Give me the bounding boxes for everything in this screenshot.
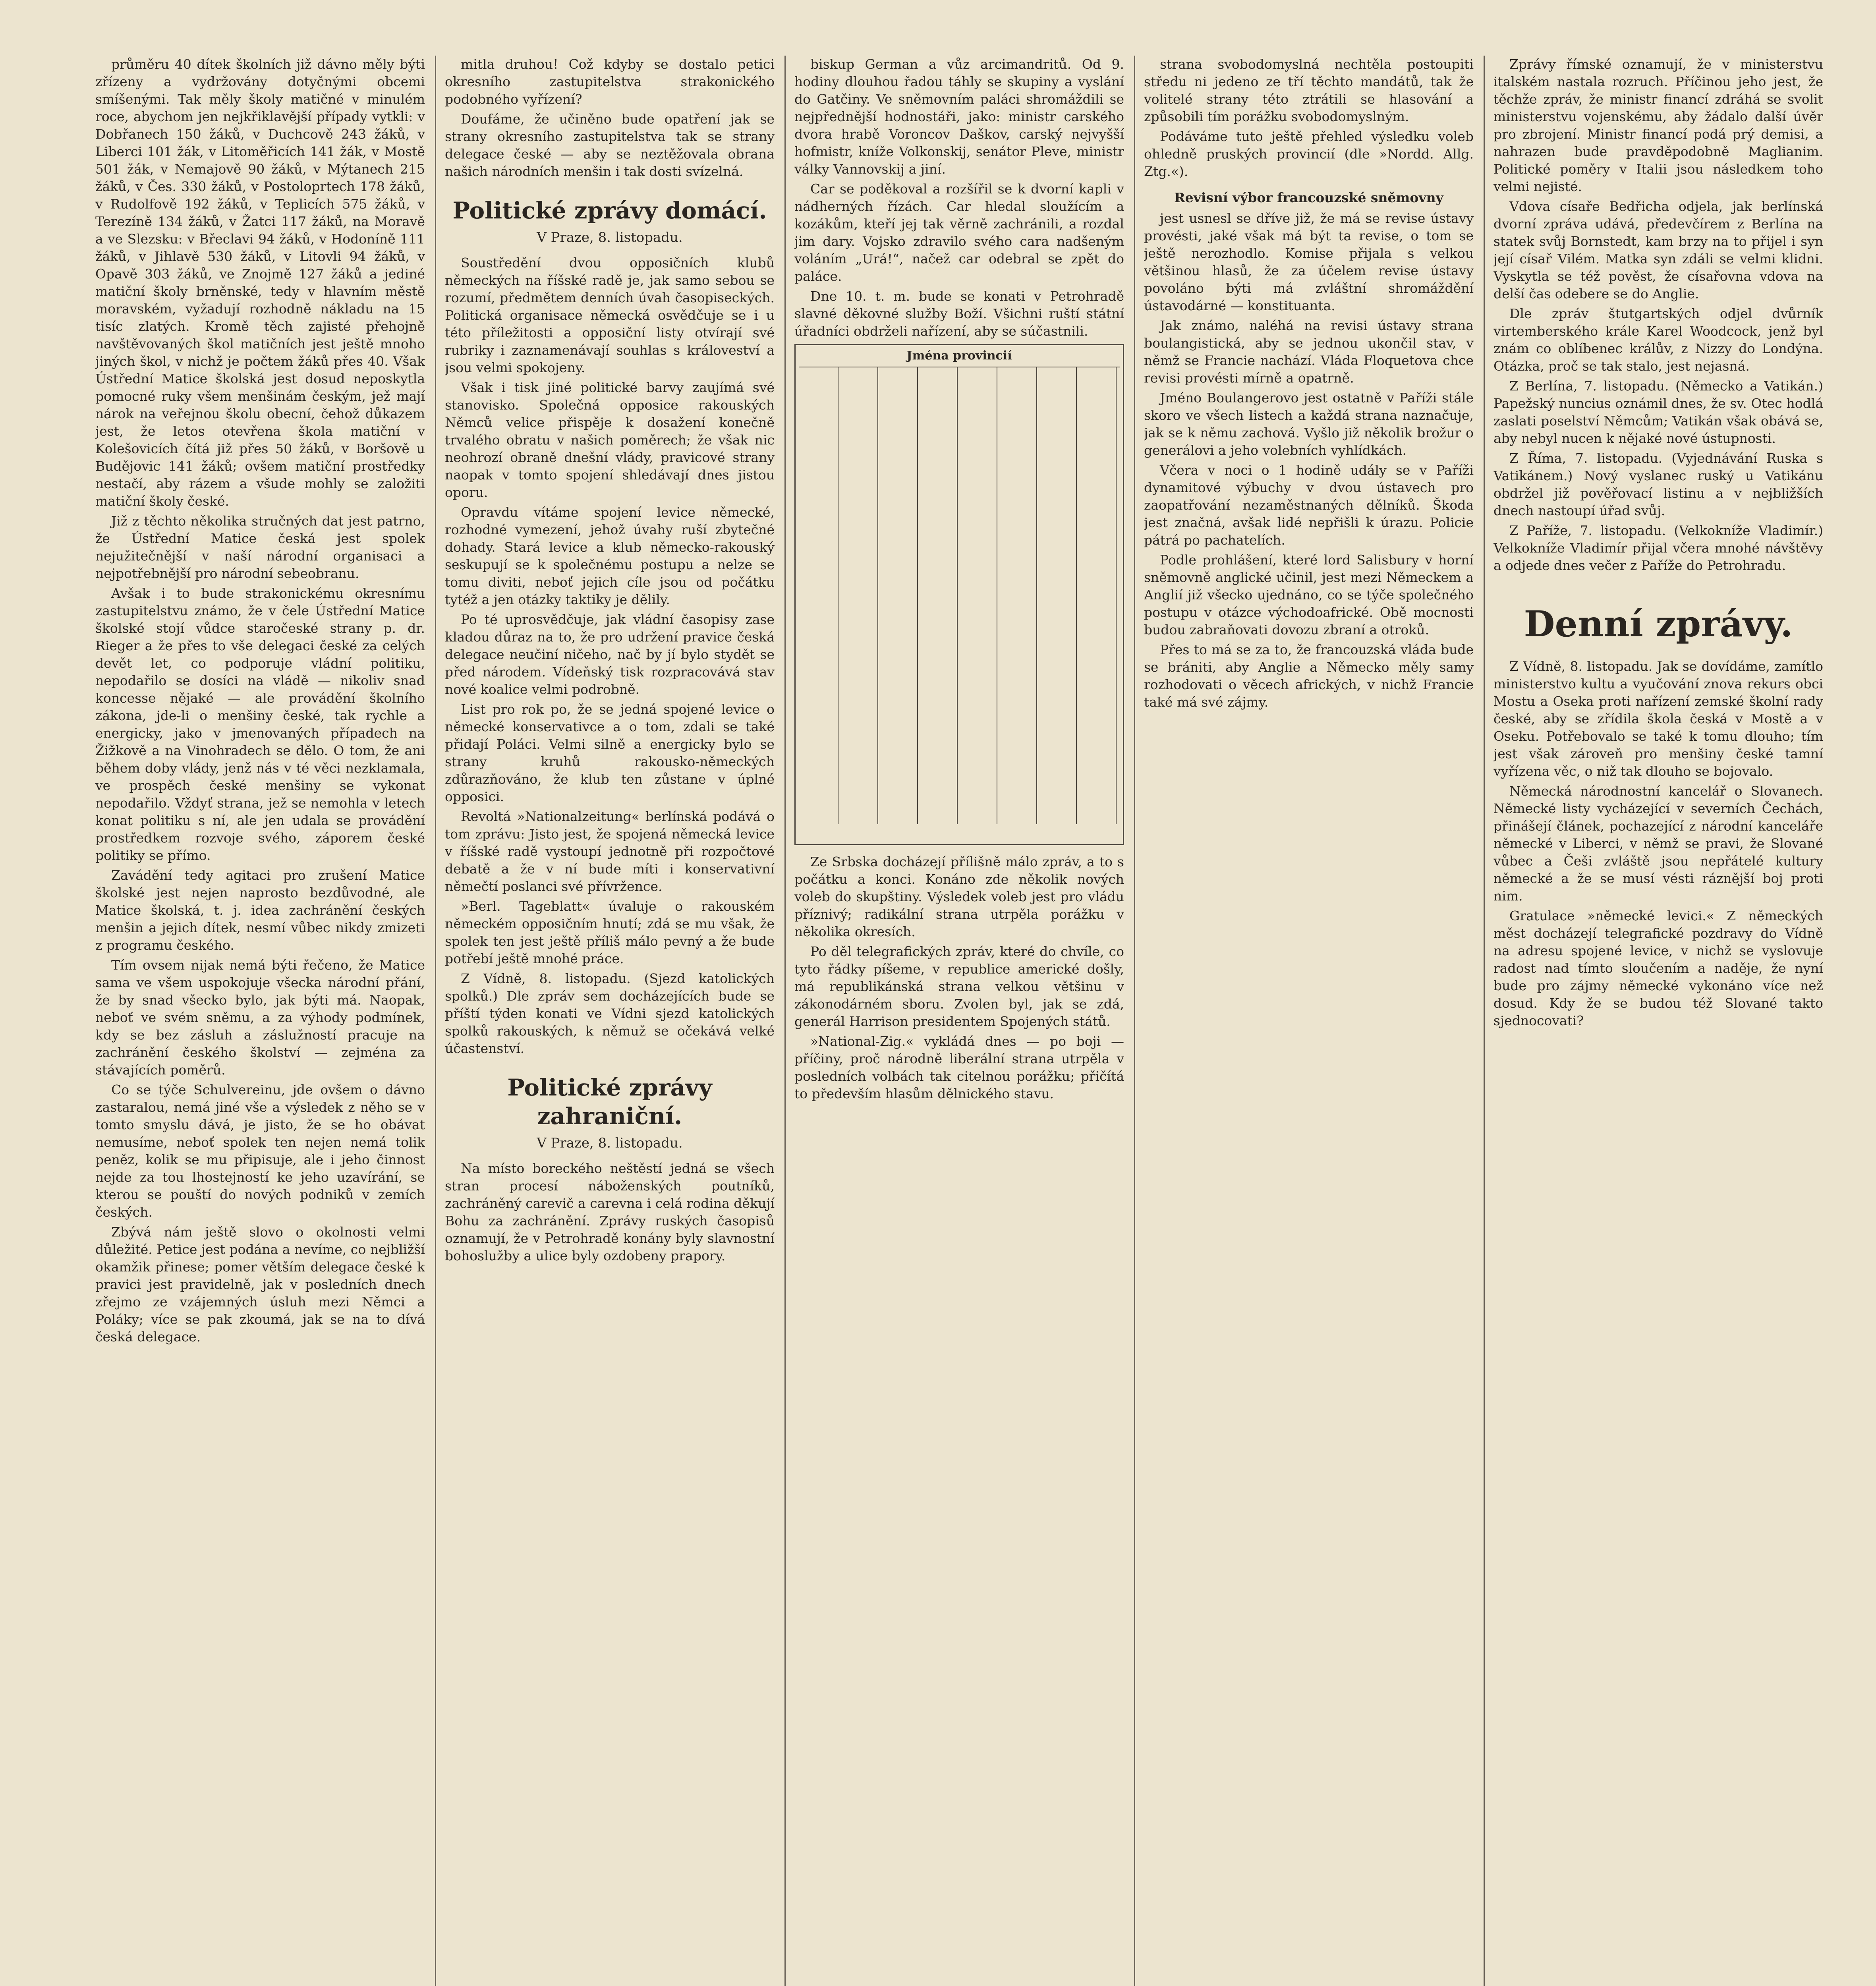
paragraph: »Berl. Tageblatt« úvaluje o rakouském německém opposičním hnutí; zdá se mu však, že spolek ten jest ještě příliš málo pevný a že bude potřebí ještě mnohé práce.	[445, 898, 775, 966]
column-5	[1493, 56, 1823, 1986]
paragraph: průměru 40 dítek školních již dávno měly býti zřízeny a vydržovány dotyčnými obcemi smíšenými. Tak měly školy matičné v minulém roce, abychom jen nejkřiklavější případy vytkli: v Dobřanech 150 žáků, v Duchcově 243 žáků, v Liberci 101 žák, v Litoměřicích 141 žák, v Mostě 501 žák, v Nemajově 90 žáků, v Mýtanech 215 žáků, v Čes. 330 žáků, v Postoloprtech 178 žáků, v Rudolfově 192 žáků, v Teplicích 575 žáků, v Terezíně 134 žáků, v Žatci 117 žáků, na Moravě a ve Slezsku: v Břeclavi 94 žáků, v Hodoníně 111 žáků, v Jihlavě 530 žáků, v Litovli 94 žáků, v Opavě 303 žáků, ve Znojmě 127 žáků a jediné matiční školy brněnské, tedy v hlavním městě moravském, vyžadují rozhodně nákladu na 15 tisíc zlatých. Kromě těch zajisté přehojně navštěvovaných škol matičních jest ještě mnoho jiných škol, v nichž je počtem žáků přes 40. Však Ústřední Matice školská jest dosud neposkytla pomocné ruky všem menšinám českým, jež mají nárok na veřejnou školu obecní, čehož důkazem jest, že letos otevřena škola matiční v Kolešovicích čítá již přes 50 žáků, v Boršově u Budějovic 141 žáků; ovšem matiční prostředky nestačí, aby rázem a všude mohly se založiti matiční školy české.	[95, 56, 425, 509]
paragraph: Z Berlína, 7. listopadu. (Německo a Vatikán.) Papežský nuncius oznámil dnes, že sv. Otec hodlá zaslati poselství Němcům; Vatikán však obává se, aby nebyl nucen k nějaké nové ústupnosti.	[1493, 378, 1823, 446]
paragraph: Zavádění tedy agitaci pro zrušení Matice školské jest nejen naprosto bezdůvodné, ale Matice školská, t. j. idea zachránění českých menšin a jejich dítek, nesmí vůbec nikdy zmizeti z programu českého.	[95, 867, 425, 953]
news-note: Z Vídně, 8. listopadu. (Sjezd katolických spolků.) Dle zpráv sem docházejících bude se příští týden konati ve Vídni sjezd katolických spolků rakouských, k němuž se očekává velké účastenství.	[445, 971, 775, 1056]
paragraph: jest usnesl se dříve již, že má se revise ústavy provésti, jaké však má být ta revise, o tom se ještě nerozhodlo. Komise přijala s velkou většinou hlasů, že za účelem revise ústavy povoláno býti má zvláštní shromáždění ústavodárné — konstituanta.	[1144, 211, 1474, 313]
paragraph: Po děl telegrafických zpráv, které do chvíle, co tyto řádky píšeme, v republice americké došly, má republikánská strana velkou většinu v zákonodárném sboru. Zvolen byl, jak se zdá, generál Harrison presidentem Spojených států.	[794, 944, 1124, 1029]
paragraph: Co se týče Schulvereinu, jde ovšem o dávno zastaralou, nemá jiné vše a výsledek z něho se v tomto smyslu dává, je jisto, že se ho obávat nemusíme, neboť spolek ten nejen nemá tolik peněz, kolik se mu připisuje, ale i jeho činnost nejde za tou lhostejností ke jeho uzavírání, se kterou se pouští do nových podniků v zemích českých.	[95, 1082, 425, 1220]
paragraph: Na místo boreckého neštěstí jedná se všech stran procesí náboženských poutníků, zachráněný carevič a carevna i celá rodina děkují Bohu za zachránění. Zprávy ruských časopisů oznamují, že v Petrohradě konány byly slavnostní bohoslužby a ulice byly ozdobeny prapory.	[445, 1161, 775, 1263]
column-rule	[1134, 56, 1135, 1986]
paragraph: Z Paříže, 7. listopadu. (Velkokníže Vladimír.) Velkokníže Vladimír přijal včera mnohé návštěvy a odjede dnes večer z Paříže do Petrohradu.	[1493, 523, 1823, 573]
paragraph: Car se poděkoval a rozšířil se k dvorní kapli v nádherných řízách. Car hledal sloužícím a kozákům, kteří jej tak věrně zachránili, a rozdal jim dary. Vojsko zdravilo svého cara nadšeným voláním „Urá!“, načež car odebral se zpět do paláce.	[794, 181, 1124, 284]
section-heading-domestic: Politické zprávy domácí.	[452, 197, 767, 224]
paragraph: Již z těchto několika stručných dat jest patrno, že Ústřední Matice česká jest spolek nejužitečnější v naší národní organisaci a nejpotřebnější pro národní sebeobranu.	[95, 513, 425, 581]
dateline: V Praze, 8. listopadu.	[537, 230, 683, 245]
paragraph: Gratulace »německé levici.« Z německých měst docházejí telegrafické pozdravy do Vídně na adresu spojené levice, v nichž se vyslovuje radost nad tímto sloučením a naděje, že nyní bude pro zájmy německé vykonáno více než dosud. Kdy že se budou též Slované takto sjednocovati?	[1493, 908, 1823, 1028]
paragraph: »National-Zig.« vykládá dnes — po boji — příčiny, proč národně liberální strana utrpěla v posledních volbách tak citelnou porážku; přičítá to především hlasům dělnického stavu.	[794, 1034, 1124, 1101]
paragraph: Avšak i to bude strakonickému okresnímu zastupitelstvu známo, že v čele Ústřední Matice školské stojí vůdce staročeské strany p. dr. Rieger a že přes to vše delegaci české za celých devět let, co podporuje vládní politiku, nepodařilo se dosíci na vládě — nikoliv snad koncesse nějaké — ale provádění školního zákona, jde-li o menšiny české, tak rychle a energicky, jako v jmenovaných případech na Žižkově a na Vinohradech se dělo. O tom, že ani během doby vlády, jenž nás v té věci nezklamala, ve prospěch české menšiny se vykonat nepodařilo. Vždyť strana, jež se nemohla v letech konat politiku s ní, ale jen udala se provádění prostředkem rozvoje svého, záporem české politiky se přímo.	[95, 585, 425, 863]
column-3	[794, 56, 1124, 1986]
paragraph: Přes to má se za to, že francouzská vláda bude se brániti, aby Anglie a Německo měly samy rozhodovati o věcech afrických, v nichž Francie také má své zájmy.	[1144, 642, 1474, 710]
section-heading-daily-news: Denní zprávy.	[1524, 603, 1793, 645]
table-grid	[799, 367, 1120, 824]
dateline: V Praze, 8. listopadu.	[537, 1135, 683, 1151]
paragraph: Dne 10. t. m. bude se konati v Petrohradě slavné děkovné služby Boží. Všichni ruští státní úřadníci obdrželi nařízení, aby se súčastnili.	[794, 288, 1124, 339]
paragraph: Jak známo, naléhá na revisi ústavy strana boulangistická, aby se jednou ukončil stav, v němž se Francie nachází. Vláda Floquetova chce revisi provésti mírně a opatrně.	[1144, 318, 1474, 386]
paragraph: Ze Srbska docházejí přílišně málo zpráv, a to s počátku a konci. Konáno zde několik nových voleb do skupštiny. Výsledek voleb jest pro vládu příznivý; radikální strana utrpěla porážku v několika okresích.	[794, 854, 1124, 939]
paragraph: Jméno Boulangerovo jest ostatně v Paříži stále skoro ve všech listech a každá strana naznačuje, jak se k němu zachová. Vyšlo již několik brožur o generálovi a jeho volebních vyhlídkách.	[1144, 390, 1474, 458]
table-title: Jména provincií	[906, 349, 1012, 363]
election-results-table	[794, 344, 1124, 845]
paragraph: Z Říma, 7. listopadu. (Vyjednávání Ruska s Vatikánem.) Nový vyslanec ruský u Vatikánu obdržel již pověřovací listinu a v nejbližších dnech nastoupí úřad svůj.	[1493, 450, 1823, 518]
paragraph: Zprávy římské oznamují, že v ministerstvu italském nastala rozruch. Příčinou jeho jest, že těchže zpráv, že ministr financí zdráhá se svolit ministerstvu vojenskému, aby žádalo další úvěr pro zbrojení. Ministr financí podá prý demisi, a nahrazen bude pravděpodobně Maglianim. Politické poměry v Italii jsou následkem toho velmi nejisté.	[1493, 56, 1823, 194]
paragraph: Podáváme tuto ještě přehled výsledku voleb ohledně pruských provincií (dle »Nordd. Allg. Ztg.«).	[1144, 129, 1474, 179]
section-heading-foreign: Politické zprávy zahraniční.	[507, 1074, 712, 1130]
section-subheading: Revisní výbor francouzské sněmovny	[1174, 190, 1443, 205]
paragraph: Doufáme, že učiněno bude opatření jak se strany okresního zastupitelstva tak se strany delegace české — aby se neztěžovala obrana našich národních menšin i tak dosti svízelná.	[445, 111, 775, 179]
column-rule	[784, 56, 786, 1986]
paragraph: Tím ovsem nijak nemá býti řečeno, že Matice sama ve všem uspokojuje všecka národní přání, že by snad všecko bylo, jak býti má. Naopak, neboť ve svém sněmu, a za výhody podmínek, kdy se bez zásluh a záslužností pracuje na zachránění českého školství — zejména za stávajících poměrů.	[95, 957, 425, 1078]
column-rule	[1484, 56, 1485, 1986]
paragraph: mitla druhou! Což kdyby se dostalo petici okresního zastupitelstva strakonického podobného vyřízení?	[445, 56, 775, 107]
paragraph: Však i tisk jiné politické barvy zaujímá své stanovisko. Společná opposice rakouských Němců velice přispěje k dosažení konečně trvalého obratu v našich poměrech; že však nic neohrozí obraně dnešní vlády, pravicové strany naopak v tomto spojení shledávají dnes jistou oporu.	[445, 380, 775, 500]
paragraph: Opravdu vítáme spojení levice německé, rozhodné vymezení, jehož úvahy ruší zbytečné dohady. Stará levice a klub německo-rakouský seskupují se k společnému postupu a nelze se tomu diviti, neboť jejich cíle jsou od počátku tytéž a jen otázky taktiky je dělily.	[445, 504, 775, 607]
paragraph: Podle prohlášení, které lord Salisbury v horní sněmovně anglické učinil, jest mezi Německem a Anglií již všecko ujednáno, co se týče společného postupu v otázce východoafrické. Obě mocnosti budou zabraňovati dovozu zbraní a otroků.	[1144, 552, 1474, 638]
paragraph: Německá národnostní kancelář o Slovanech. Německé listy vycházející v severních Čechách, přinášejí článek, pochazející z národní kanceláře německé v Liberci, v němž se pravi, že Slované vůbec a Češi zvláště jsou nepřátelé kultury německé a že se musí vésti ráznější boj proti nim.	[1493, 783, 1823, 904]
paragraph: Vdova císaře Bedřicha odjela, jak berlínská dvorní zpráva udává, předevčírem z Berlína na statek svůj Bornstedt, kam brzy na to přijel i syn její císař Vilém. Matka syn zdáli se velmi klidni. Vyskytla se též pověst, že císařovna vdova na delší čas odebere se do Anglie.	[1493, 199, 1823, 301]
paragraph: Po té uprosvědčuje, jak vládní časopisy zase kladou důraz na to, že pro udržení pravice česká delegace neučiní ničeho, nač by jí bylo stydět se před národem. Vídeňský tisk rozpracovává stav nové koalice velmi podrobně.	[445, 612, 775, 697]
paragraph: Zbývá nám ještě slovo o okolnosti velmi důležité. Petice jest podána a nevíme, co nejbližší okamžik přinese; pomer větším delegace české k pravici jest pravidelně, jak v posledních dnech zřejmo ze vzájemných úsluh mezi Němci a Poláky; více se pak zkoumá, jak se na to dívá česká delegace.	[95, 1224, 425, 1345]
paragraph: biskup German a vůz arcimandritů. Od 9. hodiny dlouhou řadou táhly se skupiny a vyslání do Gatčiny. Ve sněmovním paláci shromáždili se nejpřednější hodnostáři, jako: ministr carského dvora hrabě Voroncov Daškov, carský nejvyšší hofmistr, kníže Volkonskij, senátor Pleve, ministr války Vannovskij a jiní.	[794, 56, 1124, 177]
paragraph: List pro rok po, že se jedná spojené levice o německé konservativce a o tom, zdali se také přidají Poláci. Velmi silně a energicky bylo se strany kruhů rakousko-německých zdůrazňováno, že klub ten zůstane v úplné opposici.	[445, 701, 775, 804]
paragraph: Z Vídně, 8. listopadu. Jak se dovídáme, zamítlo ministerstvo kultu a vyučování znova rekurs obci Mostu a Oseka proti nařízení zemské školní rady české, aby se zřídila škola česká v Mostě a v Oseku. Potřebovalo se také k tomu dlouho; tím jest však zároveň pro menšiny české tamní vyřízena věc, o niž tak dlouho se bojovalo.	[1493, 659, 1823, 779]
paragraph: Včera v noci o 1 hodině udály se v Paříži dynamitové výbuchy v dvou ústavech pro zaopatřování nezaměstnaných dělníků. Škoda jest značná, avšak lidé nepřišli k úrazu. Policie pátrá po pachatelích.	[1144, 462, 1474, 548]
paragraph: strana svobodomyslná nechtěla postoupiti středu ni jedeno ze tří těchto mandátů, tak že volitelé strany této ztrátili se hlasování a způsobili tím porážku svobodomyslným.	[1144, 56, 1474, 124]
column-1	[95, 56, 425, 1986]
column-4	[1144, 56, 1474, 1986]
paragraph: Soustředění dvou opposičních klubů německých na říšské radě je, jak samo sebou se rozumí, předmětem denních úvah časopiseckých. Politická organisace německá osvědčuje se i u této příležitosti a opposiční listy otvírají své rubriky i zaznamenávají souhlas s královeství a jsou velmi spokojeny.	[445, 255, 775, 375]
paragraph: Dle zpráv štutgartských odjel dvůrník virtemberského krále Karel Woodcock, jenž byl znám co oblíbenec králův, z Nizzy do Londýna. Otázka, proč se tak stalo, jest nejasná.	[1493, 306, 1823, 374]
column-2	[445, 56, 775, 1986]
column-rule	[435, 56, 436, 1986]
paragraph: Revoltá »Nationalzeitung« berlínská podává o tom zprávu: Jisto jest, že spojená německá levice v říšské radě vystoupí jednotně při rozpočtové debatě a že v ní bude míti i konservativní němečtí poslanci své přívržence.	[445, 809, 775, 894]
